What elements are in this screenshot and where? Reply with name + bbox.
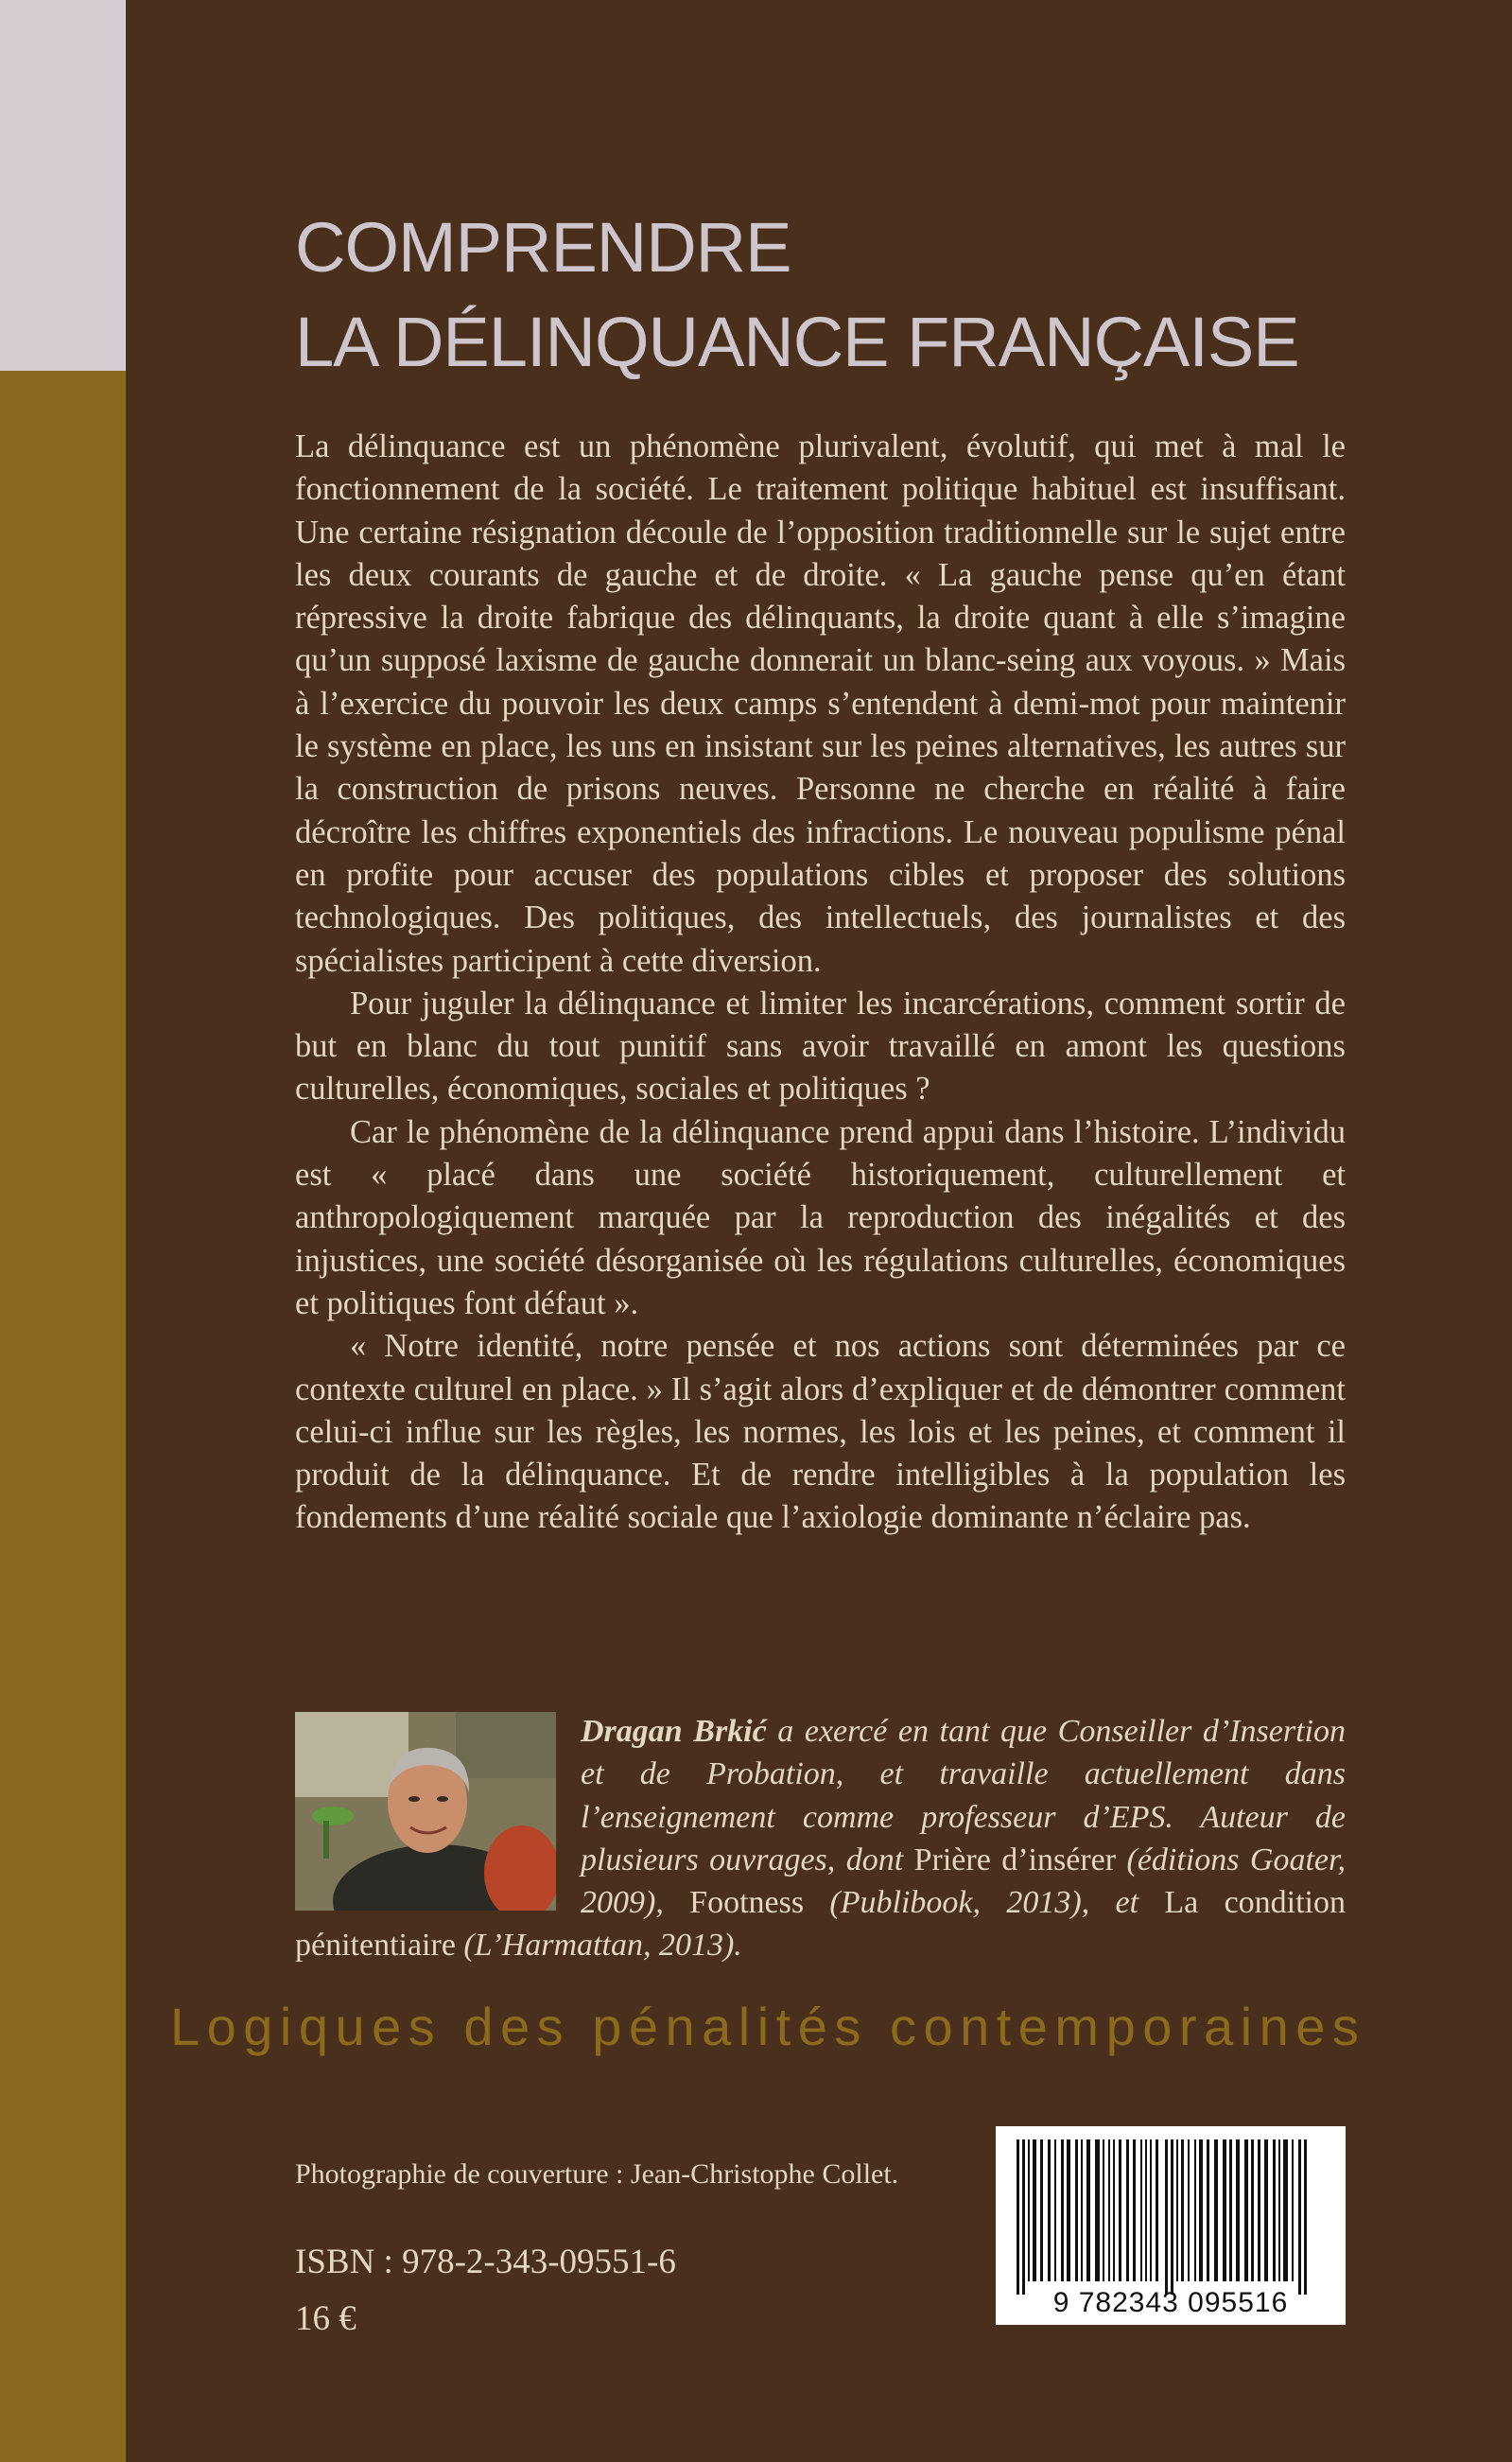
barcode-bar	[1022, 2139, 1025, 2295]
title-line-2: LA DÉLINQUANCE FRANÇAISE	[295, 303, 1299, 381]
book-publisher-1: (éditions Goater, 2009),	[581, 1842, 1346, 1921]
barcode-bar	[1113, 2139, 1115, 2281]
barcode-bar	[1103, 2139, 1104, 2281]
barcode-bar	[1251, 2139, 1254, 2281]
summary-paragraph: Pour juguler la délinquance et limiter les incarcérations, comment sortir de but en blanc du tout punitif sans avoir travaillé en amont les questions culturelles, économiques, sociales et politiques ?	[295, 985, 1346, 1108]
barcode-bar	[1145, 2139, 1147, 2281]
barcode-bar	[1126, 2139, 1129, 2281]
book-title-3: La condition pénitentiaire	[295, 1885, 1346, 1964]
barcode-bar	[1236, 2139, 1240, 2281]
barcode-bar	[1207, 2139, 1209, 2281]
barcode-bar	[1048, 2139, 1051, 2281]
barcode-bar	[1017, 2139, 1019, 2295]
barcode-bar	[1028, 2139, 1030, 2281]
spine-band-light	[0, 0, 126, 371]
book-title	[295, 201, 1382, 390]
summary-text	[295, 426, 1346, 1540]
book-publisher-3: (L’Harmattan, 2013).	[455, 1928, 742, 1964]
barcode-bar	[1273, 2139, 1276, 2281]
barcode-bar	[1165, 2139, 1168, 2295]
barcode-bar	[1156, 2139, 1158, 2281]
summary-paragraph: « Notre identité, notre pensée et nos actions sont déterminées par ce contexte culturel en place. » Il s’agit alors d’expliquer et de démontrer comment celui-ci influe sur les règles, les normes, les lois et les peines, et comment il produit de la délinquance. Et de rendre intelligibles à la population les fondements d’une réalité sociale que l’axiologie dominante n’éclaire pas.	[295, 1328, 1346, 1536]
barcode-bar	[1304, 2139, 1307, 2295]
summary-paragraph: Car le phénomène de la délinquance prend appui dans l’histoire. L’individu est « placé dans une société historiquement, culturellement et anthropologiquement marquée par la reproduction des inégalités et des injustices, une société désorganisée où les régulations culturelles, économiques et politiques font défaut ».	[295, 1113, 1346, 1321]
author-name: Dragan Brkić	[581, 1714, 767, 1749]
barcode-bar	[1278, 2139, 1280, 2281]
barcode-bar	[1258, 2139, 1260, 2281]
barcode-bar	[1054, 2139, 1056, 2281]
photo-spacer	[295, 1710, 581, 1914]
barcode-bar	[1188, 2139, 1190, 2281]
summary-paragraph: La délinquance est un phénomène plurivalent, évolutif, qui met à mal le fonctionnement de la société. Le traitement politique habituel est insuffisant. Une certaine résignation découle de l’opposition traditionnelle sur le sujet entre les deux courants de gauche et de droite. « La gauche pense qu’en étant répressive la droite fabrique des délinquants, la droite quant à elle s’imagine qu’un supposé laxisme de gauche donnerait un blanc-seing aux voyous. » Mais à l’exercice du pouvoir les deux camps s’entendent à demi-mot pour maintenir le système en place, les uns en insistant sur les peines alternatives, les autres sur la construction de prisons neuves. Personne ne cherche en réalité à faire décroître les chiffres exponentiels des infractions. Le nouveau populisme pénal en profite pour accuser des populations cibles et proposer des solutions technologiques. Des politiques, des intellectuels, des journalistes et des spécialistes participent à cette diversion.	[295, 428, 1346, 979]
spine-band-ochre	[0, 371, 126, 2462]
barcode-bar	[1283, 2139, 1288, 2281]
isbn: ISBN : 978-2-343-09551-6	[295, 2243, 676, 2281]
barcode-bar	[1075, 2139, 1078, 2281]
barcode-bar	[1150, 2139, 1152, 2281]
author-bio-intro: a exercé en tant que Conseiller d’Insertion et de Probation, et travaille actuellement dans l’enseignement comme professeur d’EPS. Auteur de plusieurs ouvrages, dont	[581, 1714, 1347, 1877]
book-publisher-2: (Publibook, 2013), et	[804, 1885, 1165, 1921]
barcode-bar	[1140, 2139, 1142, 2281]
barcode-bar	[1181, 2139, 1184, 2281]
barcode-bar	[1061, 2139, 1064, 2281]
price: 16 €	[295, 2299, 356, 2338]
barcode-bar	[1067, 2139, 1070, 2281]
barcode-bar	[1086, 2139, 1090, 2281]
barcode	[996, 2126, 1346, 2325]
barcode-bar	[1033, 2139, 1036, 2281]
barcode-bar	[1199, 2139, 1203, 2281]
book-title-2: Footness	[689, 1885, 805, 1921]
photo-credit: Photographie de couverture : Jean-Christophe Collet.	[295, 2158, 899, 2190]
barcode-bar	[1214, 2139, 1218, 2281]
book-title-1: Prière d’insérer	[913, 1842, 1117, 1877]
barcode-bar	[1298, 2139, 1301, 2295]
barcode-bar	[1292, 2139, 1294, 2281]
barcode-bar	[1264, 2139, 1268, 2281]
barcode-digits: 9 782343 095516	[1052, 2287, 1289, 2318]
barcode-bar	[1229, 2139, 1232, 2281]
barcode-bar	[1081, 2139, 1083, 2281]
barcode-bar	[1176, 2139, 1178, 2281]
barcode-bar	[1223, 2139, 1226, 2281]
barcode-bar	[1244, 2139, 1248, 2281]
series-name: Logiques des pénalités contemporaines	[170, 1997, 1366, 2056]
barcode-bar	[1040, 2139, 1043, 2281]
barcode-bar	[1095, 2139, 1100, 2281]
barcode-bar	[1133, 2139, 1136, 2281]
barcode-bar	[1119, 2139, 1121, 2281]
author-bio	[295, 1710, 1346, 1967]
barcode-bar	[1194, 2139, 1196, 2281]
barcode-bar	[1171, 2139, 1173, 2295]
title-line-1: COMPRENDRE	[295, 208, 791, 287]
barcode-bar	[1108, 2139, 1110, 2281]
